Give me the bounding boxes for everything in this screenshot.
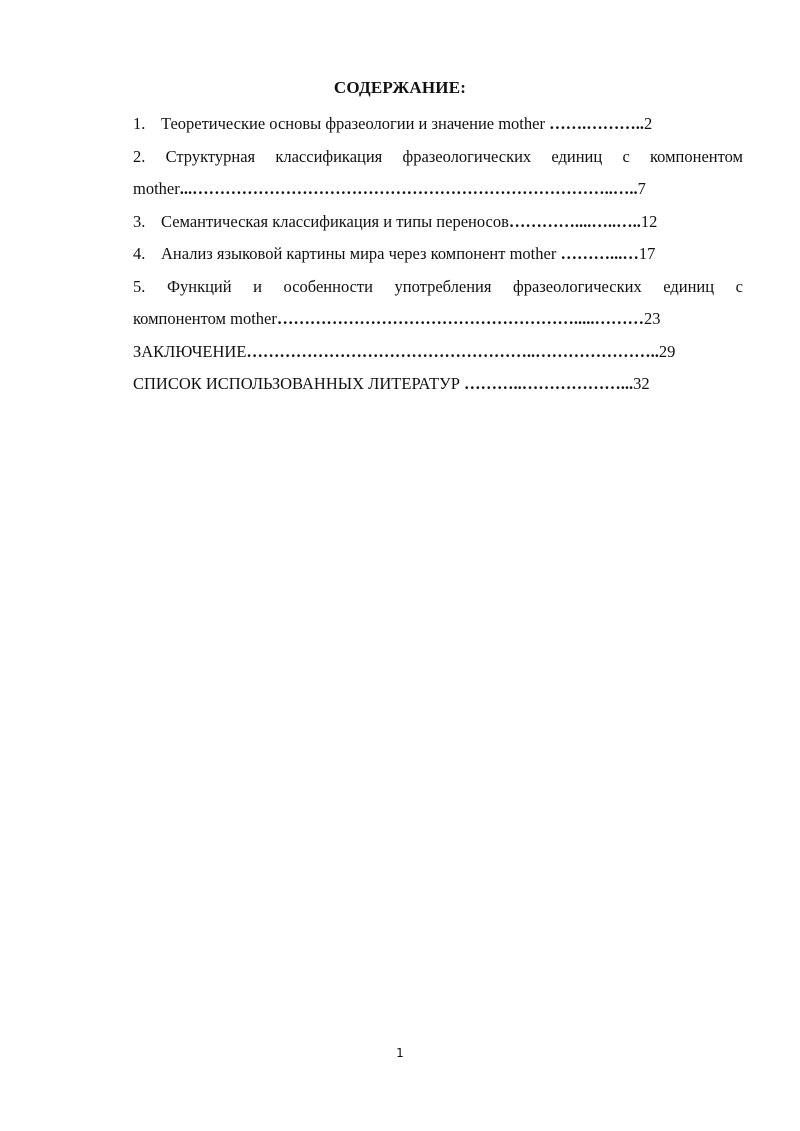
page-number: 1 [396, 1046, 404, 1060]
toc-entry-2 [133, 141, 743, 206]
toc-entry-page: 32 [633, 374, 650, 393]
toc-leader-dots: ………..………………... [459, 374, 634, 393]
toc-entry-4 [133, 238, 743, 271]
toc-entry-number: 4. [133, 244, 146, 263]
toc-entry-text: ЗАКЛЮЧЕНИЕ [133, 341, 247, 361]
toc-entry-page: 17 [638, 244, 656, 263]
toc-leader-dots: ……………………………………………..………………….. [246, 341, 659, 361]
toc-entry-text-line1: Структурная классификация фразеологических единиц с компонентом [165, 146, 743, 166]
toc-entry-3 [133, 206, 743, 239]
toc-entry-number: 3. [133, 211, 146, 231]
toc-entry-page: 2 [643, 114, 653, 133]
toc-entry-number: 2. [133, 146, 146, 166]
toc-entry-conclusion [133, 336, 743, 369]
toc-entry-text-line2: компонентом mother [133, 309, 277, 328]
toc-entry-references [133, 368, 743, 401]
toc-entry-5 [133, 271, 743, 336]
toc-entry-page: 29 [658, 341, 676, 361]
toc-entry-text: Анализ языковой картины мира через компонент mother [161, 244, 557, 263]
toc-title: СОДЕРЖАНИЕ: [333, 78, 467, 97]
toc-entry-number: 1. [133, 114, 146, 133]
toc-leader-dots: ………...… [556, 244, 639, 263]
toc-entry-page: 23 [643, 309, 661, 328]
toc-entry-number: 5. [133, 276, 146, 296]
toc-leader-dots: …………....…..….. [508, 211, 641, 231]
table-of-contents [133, 108, 743, 401]
toc-leader-dots: ……………………………………………….....……… [276, 309, 644, 328]
toc-entry-text: Теоретические основы фразеологии и значение mother [161, 114, 545, 133]
toc-entry-page: 12 [640, 211, 658, 231]
toc-entry-text: Семантическая классификация и типы переносов [161, 211, 509, 231]
toc-entry-text-line1: Функций и особенности употребления фразеологических единиц с [166, 276, 743, 296]
toc-leader-dots: …….……….. [544, 114, 644, 133]
toc-leader-dots: ...…………………………………………………………………..….. [179, 179, 638, 198]
toc-entry-text-line2: mother [133, 179, 180, 198]
toc-entry-text: СПИСОК ИСПОЛЬЗОВАННЫХ ЛИТЕРАТУР [133, 374, 460, 393]
toc-entry-1 [133, 108, 743, 141]
toc-entry-page: 7 [637, 179, 646, 198]
